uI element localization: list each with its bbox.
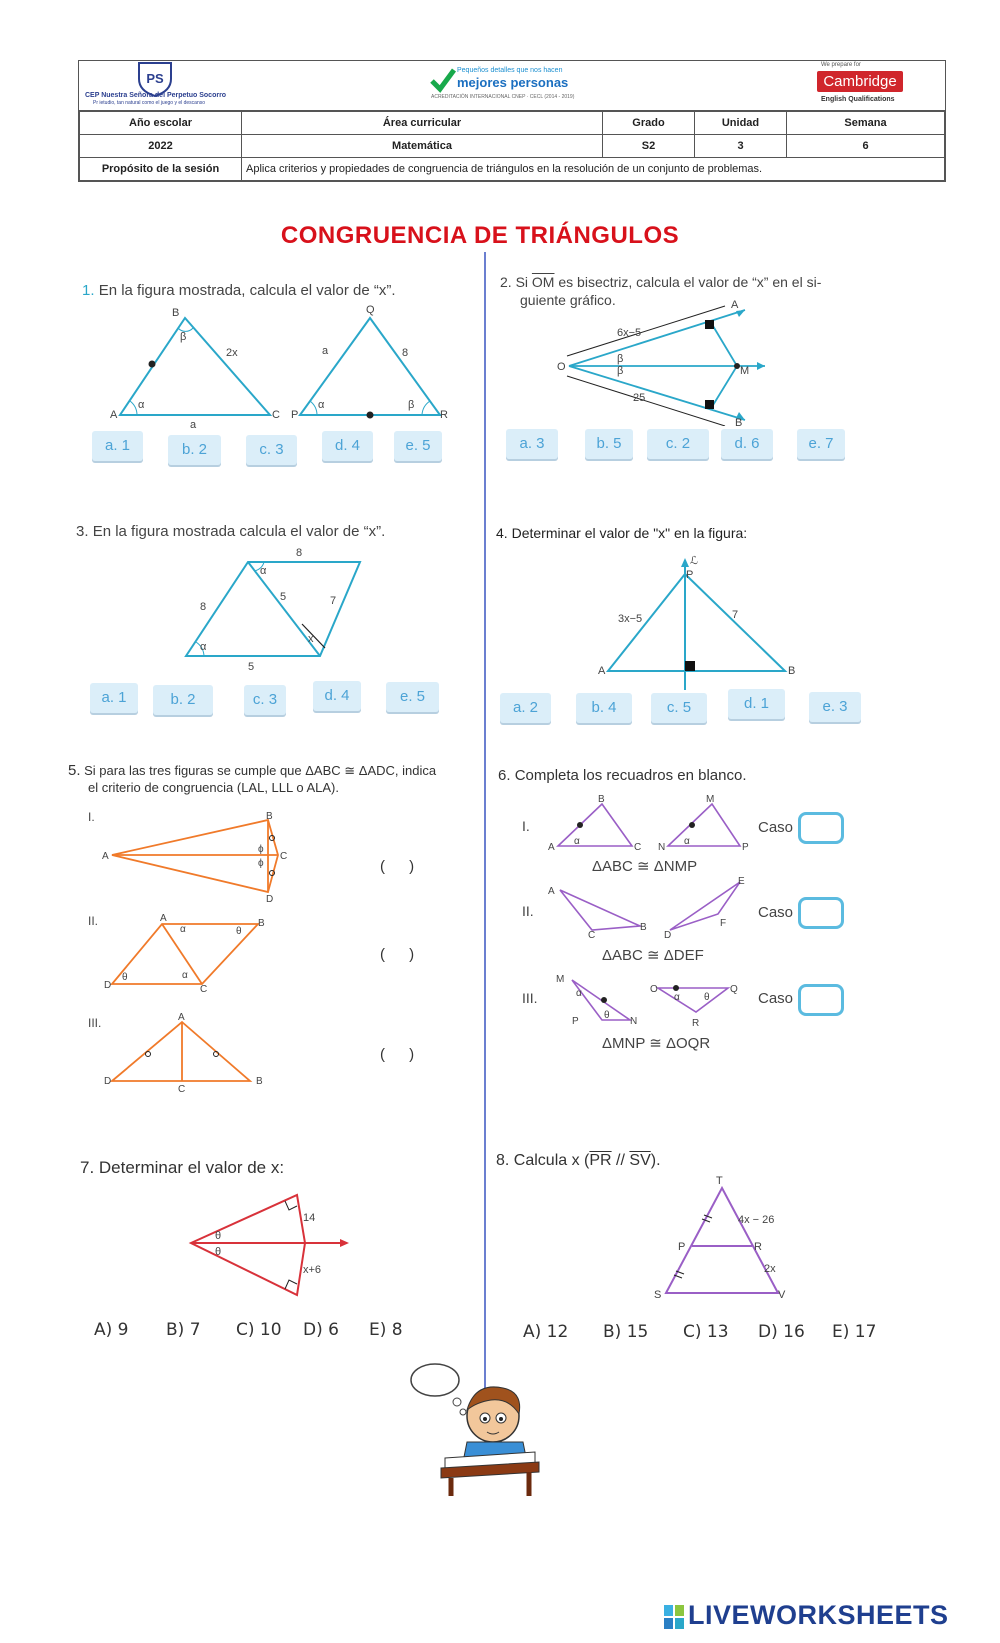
value-area: Matemática bbox=[242, 135, 603, 158]
q6-item-1: I. bbox=[522, 818, 530, 834]
svg-text:A: A bbox=[160, 913, 167, 924]
q8-sep: // bbox=[611, 1152, 630, 1169]
q3-text: En la figura mostrada calcula el valor de “x”. bbox=[92, 523, 386, 540]
svg-text:B: B bbox=[640, 922, 647, 933]
q2-text-c: guiente gráfico. bbox=[520, 292, 616, 308]
svg-text:D: D bbox=[104, 1076, 112, 1087]
svg-text:N: N bbox=[658, 842, 666, 853]
svg-text:B: B bbox=[598, 794, 605, 805]
svg-text:R: R bbox=[440, 409, 448, 421]
q2-text-a: Si bbox=[515, 274, 529, 290]
svg-text:β: β bbox=[617, 353, 624, 365]
q4-number: 4. bbox=[496, 525, 508, 541]
q6-statement bbox=[498, 767, 746, 784]
svg-text:α: α bbox=[576, 988, 582, 999]
slogan-big: mejores personas bbox=[457, 75, 569, 90]
q8-text-a: Calcula x ( bbox=[513, 1152, 590, 1169]
svg-text:A: A bbox=[731, 299, 739, 311]
q8-option-c[interactable]: C) 13 bbox=[683, 1322, 729, 1342]
q8-option-b[interactable]: B) 15 bbox=[603, 1322, 649, 1342]
svg-text:β: β bbox=[180, 331, 187, 343]
q7-option-b[interactable]: B) 7 bbox=[166, 1320, 201, 1340]
svg-text:8: 8 bbox=[200, 601, 207, 613]
svg-text:θ: θ bbox=[215, 1230, 222, 1242]
svg-text:P: P bbox=[742, 842, 749, 853]
svg-text:C: C bbox=[280, 851, 288, 862]
svg-text:Q: Q bbox=[366, 304, 375, 316]
svg-text:ℒ: ℒ bbox=[690, 555, 698, 567]
q6-relation-3: ΔMNP ≅ ΔOQR bbox=[602, 1035, 711, 1052]
svg-text:5: 5 bbox=[280, 591, 287, 603]
svg-text:α: α bbox=[318, 399, 325, 411]
q8-statement bbox=[496, 1152, 661, 1170]
svg-text:6x−5: 6x−5 bbox=[617, 327, 642, 339]
q2-statement bbox=[500, 274, 821, 290]
svg-text:C: C bbox=[178, 1084, 186, 1095]
info-table bbox=[79, 111, 945, 181]
svg-text:2x: 2x bbox=[226, 347, 238, 359]
q2-text-b: es bisectriz, calcula el valor de “x” en el si- bbox=[558, 274, 822, 290]
svg-text:B: B bbox=[256, 1076, 263, 1087]
q8-sv: $\overline{SV}$ bbox=[629, 1152, 651, 1169]
svg-text:R: R bbox=[754, 1241, 762, 1253]
q5-figures bbox=[100, 808, 290, 1103]
svg-text:N: N bbox=[630, 1016, 638, 1027]
q6-number: 6. bbox=[498, 767, 511, 784]
svg-text:M: M bbox=[556, 974, 565, 985]
q4-option-b[interactable]: b. 4 bbox=[576, 693, 632, 723]
svg-text:C: C bbox=[634, 842, 642, 853]
q5-item-1: I. bbox=[88, 810, 95, 824]
q6-case-input-2[interactable] bbox=[798, 897, 844, 929]
q2-number: 2. bbox=[500, 274, 512, 290]
q8-figure bbox=[650, 1172, 800, 1302]
svg-text:α: α bbox=[138, 399, 145, 411]
svg-text:ϕ: ϕ bbox=[258, 858, 264, 869]
svg-text:7: 7 bbox=[732, 609, 739, 621]
svg-text:A: A bbox=[548, 886, 555, 897]
svg-text:B: B bbox=[788, 665, 796, 677]
q6-case-input-1[interactable] bbox=[798, 812, 844, 844]
q6-case-input-3[interactable] bbox=[798, 984, 844, 1016]
value-week: 6 bbox=[787, 135, 945, 158]
svg-text:P: P bbox=[686, 569, 694, 581]
q8-option-e[interactable]: E) 17 bbox=[832, 1322, 877, 1342]
q5-text-b: el criterio de congruencia (LAL, LLL o ALA). bbox=[88, 780, 339, 795]
svg-text:α: α bbox=[260, 565, 267, 577]
checkmark-icon bbox=[429, 67, 457, 93]
accreditation-text: ACREDITACIÓN INTERNACIONAL CNEP · CECL (2014 - 2019) bbox=[431, 94, 575, 100]
svg-text:V: V bbox=[778, 1289, 786, 1301]
page-title: CONGRUENCIA DE TRIÁNGULOS bbox=[280, 222, 680, 249]
thinking-student-illustration bbox=[405, 1358, 540, 1498]
svg-text:x+6: x+6 bbox=[303, 1264, 322, 1276]
q1-text: En la figura mostrada, calcula el valor de “x”. bbox=[98, 282, 396, 299]
svg-text:Q: Q bbox=[730, 984, 738, 995]
q1-option-a[interactable]: a. 1 bbox=[92, 431, 143, 461]
svg-text:P: P bbox=[572, 1016, 579, 1027]
svg-text:S: S bbox=[654, 1289, 662, 1301]
svg-text:B: B bbox=[258, 918, 265, 929]
q6-case-label-2: Caso bbox=[758, 904, 794, 921]
q5-answer-3[interactable]: ( ) bbox=[380, 1046, 425, 1063]
svg-text:T: T bbox=[716, 1175, 723, 1187]
q5-text-a: Si para las tres figuras se cumple que ΔABC ≅ ΔADC, indica bbox=[84, 763, 437, 778]
q6-item-3: III. bbox=[522, 990, 538, 1006]
q4-text: Determinar el valor de "x" en la figura: bbox=[511, 525, 748, 541]
q4-statement bbox=[496, 525, 747, 541]
svg-text:θ: θ bbox=[604, 1010, 610, 1021]
q4-option-a[interactable]: a. 2 bbox=[500, 693, 551, 723]
purpose-text: Aplica criterios y propiedades de congruencia de triángulos en la resolución de un conjunto de problemas. bbox=[242, 158, 945, 181]
liveworksheets-brand: LIVEWORKSHEETS bbox=[688, 1600, 949, 1630]
svg-text:β: β bbox=[408, 399, 415, 411]
svg-text:β: β bbox=[617, 365, 624, 377]
svg-text:a: a bbox=[190, 419, 197, 431]
svg-text:C: C bbox=[200, 984, 208, 995]
svg-text:2x: 2x bbox=[764, 1263, 776, 1275]
header-table bbox=[78, 60, 946, 182]
q1-figure bbox=[100, 300, 460, 435]
q7-option-c[interactable]: C) 10 bbox=[236, 1320, 282, 1340]
school-motto: Pr ietudio, tan natural como el juego y el descanso bbox=[93, 100, 206, 106]
q1-number: 1. bbox=[82, 282, 95, 299]
svg-text:O: O bbox=[650, 984, 658, 995]
q8-option-a[interactable]: A) 12 bbox=[523, 1322, 569, 1342]
q6-relation-2: ΔABC ≅ ΔDEF bbox=[602, 947, 704, 964]
svg-text:B: B bbox=[735, 417, 743, 426]
svg-text:F: F bbox=[720, 918, 727, 929]
q3-option-a[interactable]: a. 1 bbox=[90, 683, 138, 713]
svg-text:M: M bbox=[740, 365, 750, 377]
svg-text:PS: PS bbox=[146, 71, 164, 86]
q6-text: Completa los recuadros en blanco. bbox=[514, 767, 747, 784]
label-grade: Grado bbox=[603, 112, 695, 135]
q7-option-e[interactable]: E) 8 bbox=[369, 1320, 403, 1340]
svg-text:θ: θ bbox=[215, 1246, 222, 1258]
svg-text:D: D bbox=[104, 980, 112, 991]
q1-statement bbox=[82, 282, 396, 299]
q5-item-2: II. bbox=[88, 914, 99, 928]
q4-option-e[interactable]: e. 3 bbox=[809, 692, 861, 722]
cambridge-sub: English Qualifications bbox=[821, 96, 895, 103]
svg-text:A: A bbox=[548, 842, 555, 853]
label-week: Semana bbox=[787, 112, 945, 135]
q4-figure bbox=[590, 550, 805, 695]
label-unit: Unidad bbox=[695, 112, 787, 135]
q3-figure bbox=[180, 546, 370, 671]
q5-answer-1[interactable]: ( ) bbox=[380, 858, 425, 875]
value-year: 2022 bbox=[80, 135, 242, 158]
svg-text:A: A bbox=[110, 409, 118, 421]
label-area: Área curricular bbox=[242, 112, 603, 135]
svg-text:C: C bbox=[588, 930, 596, 941]
svg-text:D: D bbox=[266, 894, 274, 905]
q2-option-a[interactable]: a. 3 bbox=[506, 429, 558, 459]
svg-text:3x−5: 3x−5 bbox=[618, 613, 643, 625]
purpose-label: Propósito de la sesión bbox=[80, 158, 242, 181]
svg-text:4x − 26: 4x − 26 bbox=[738, 1214, 775, 1226]
q3-number: 3. bbox=[76, 523, 89, 540]
q7-statement: 7. Determinar el valor de x: bbox=[80, 1158, 285, 1177]
cambridge-logo: Cambridge bbox=[817, 71, 903, 92]
value-grade: S2 bbox=[603, 135, 695, 158]
q1-option-b[interactable]: b. 2 bbox=[168, 435, 221, 465]
q6-case-label-1: Caso bbox=[758, 819, 794, 836]
svg-text:P: P bbox=[678, 1241, 686, 1253]
svg-text:ϕ: ϕ bbox=[258, 844, 264, 855]
svg-text:θ: θ bbox=[704, 992, 710, 1003]
svg-text:5: 5 bbox=[248, 661, 255, 671]
svg-text:α: α bbox=[200, 641, 207, 653]
slogan-small: Pequeños detalles que nos hacen bbox=[457, 67, 563, 74]
q2-option-c[interactable]: c. 2 bbox=[647, 429, 709, 459]
svg-text:α: α bbox=[180, 924, 186, 935]
svg-text:B: B bbox=[172, 307, 180, 319]
svg-text:14: 14 bbox=[303, 1212, 316, 1224]
q2-om: $\overline{OM}$ bbox=[531, 274, 555, 290]
q1-option-d[interactable]: d. 4 bbox=[322, 431, 373, 461]
svg-text:O: O bbox=[557, 361, 566, 373]
svg-text:8: 8 bbox=[296, 547, 303, 559]
label-year: Año escolar bbox=[80, 112, 242, 135]
value-unit: 3 bbox=[695, 135, 787, 158]
svg-text:D: D bbox=[664, 930, 672, 941]
q8-text-b: ). bbox=[650, 1152, 661, 1169]
q8-pr: $\overline{PR}$ bbox=[589, 1152, 612, 1169]
q2-option-b[interactable]: b. 5 bbox=[585, 429, 633, 459]
q6-item-2: II. bbox=[522, 903, 534, 919]
q6-relation-1: ΔABC ≅ ΔNMP bbox=[592, 858, 698, 875]
q7-option-a[interactable]: A) 9 bbox=[94, 1320, 129, 1340]
q1-option-e[interactable]: e. 5 bbox=[394, 431, 442, 461]
column-divider bbox=[484, 252, 486, 1397]
liveworksheets-logo-icon bbox=[664, 1605, 684, 1629]
svg-text:E: E bbox=[738, 876, 745, 887]
svg-text:A: A bbox=[178, 1012, 185, 1023]
svg-text:α: α bbox=[674, 992, 680, 1003]
svg-text:α: α bbox=[574, 836, 580, 847]
q5-item-3: III. bbox=[88, 1016, 102, 1030]
q7-option-d[interactable]: D) 6 bbox=[303, 1320, 339, 1340]
q3-option-c[interactable]: c. 3 bbox=[244, 685, 286, 715]
q5-answer-2[interactable]: ( ) bbox=[380, 946, 425, 963]
q2-figure bbox=[555, 296, 785, 426]
q3-option-d[interactable]: d. 4 bbox=[313, 681, 361, 711]
q1-option-c[interactable]: c. 3 bbox=[246, 435, 297, 465]
svg-text:a: a bbox=[322, 345, 329, 357]
q6-figures bbox=[540, 790, 755, 1055]
q5-statement bbox=[68, 762, 436, 779]
q7-figure bbox=[185, 1185, 360, 1310]
q4-option-d[interactable]: d. 1 bbox=[728, 689, 785, 719]
svg-text:25: 25 bbox=[633, 392, 646, 404]
svg-text:M: M bbox=[706, 794, 715, 805]
school-name: CEP Nuestra Señora del Perpetuo Socorro bbox=[85, 92, 227, 99]
q2-option-e[interactable]: e. 7 bbox=[797, 429, 845, 459]
q5-number: 5. bbox=[68, 762, 81, 779]
svg-text:B: B bbox=[266, 811, 273, 822]
svg-text:θ: θ bbox=[236, 926, 242, 937]
q3-statement bbox=[76, 523, 385, 540]
svg-text:7: 7 bbox=[330, 595, 337, 607]
svg-text:θ: θ bbox=[122, 972, 128, 983]
q8-option-d[interactable]: D) 16 bbox=[758, 1322, 805, 1342]
svg-text:A: A bbox=[598, 665, 606, 677]
svg-text:P: P bbox=[291, 409, 299, 421]
header-logos bbox=[79, 61, 945, 111]
svg-text:α: α bbox=[182, 970, 188, 981]
q3-option-b[interactable]: b. 2 bbox=[153, 685, 213, 715]
svg-text:α: α bbox=[684, 836, 690, 847]
svg-text:C: C bbox=[272, 409, 280, 421]
svg-text:R: R bbox=[692, 1018, 700, 1029]
q8-number: 8. bbox=[496, 1152, 510, 1169]
q2-option-d[interactable]: d. 6 bbox=[721, 429, 773, 459]
q4-option-c[interactable]: c. 5 bbox=[651, 693, 707, 723]
q6-case-label-3: Caso bbox=[758, 990, 794, 1007]
cambridge-top: We prepare for bbox=[821, 62, 861, 68]
svg-text:A: A bbox=[102, 851, 109, 862]
svg-text:8: 8 bbox=[402, 347, 409, 359]
svg-text:x: x bbox=[308, 633, 314, 645]
q3-option-e[interactable]: e. 5 bbox=[386, 682, 439, 712]
